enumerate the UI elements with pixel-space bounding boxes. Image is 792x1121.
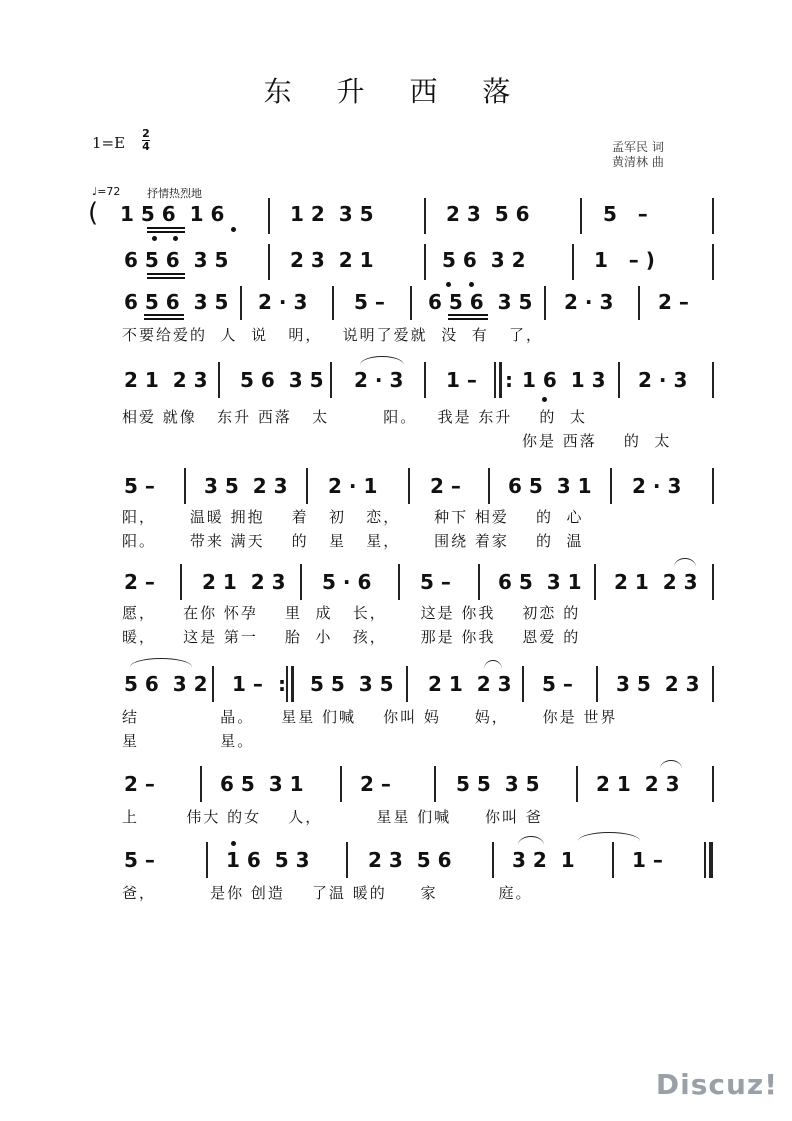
measure: 5 6 3 2 <box>442 248 526 272</box>
bar-line <box>424 198 426 234</box>
measure: 2 3 5 6 <box>368 848 452 872</box>
measure: 2 · 3 <box>564 290 614 314</box>
bar-line <box>218 362 220 398</box>
bar-line <box>712 362 714 398</box>
tempo-marking: ♩=72 <box>92 185 121 198</box>
score-row-9 <box>0 842 792 902</box>
measure: 6 5 3 1 <box>508 474 592 498</box>
lyric-line-2: 暖， 这是 第一 胎 小 孩， 那是 你我 恩爱 的 <box>122 628 581 646</box>
measure: 1 2 3 5 <box>290 202 374 226</box>
measure: 2 – <box>360 772 391 796</box>
measure: 2 1 2 3 <box>428 672 512 696</box>
measure: 1 – <box>632 848 663 872</box>
bar-line <box>478 564 480 600</box>
measure: 2 · 3 <box>354 368 404 392</box>
bar-line <box>346 842 348 878</box>
measure: 2 1 2 3 <box>614 570 698 594</box>
bar-line <box>300 564 302 600</box>
bar-line <box>184 468 186 504</box>
measure: 5 5 3 5 <box>456 772 540 796</box>
slur-mark <box>360 356 404 365</box>
bar-line <box>618 362 620 398</box>
score-row-3 <box>0 286 792 356</box>
bar-line <box>596 666 598 702</box>
lyric-line-1: 相爱 就像 东升 西落 太 阳。 我是 东升 的 太 <box>122 408 587 426</box>
measure: 2 3 2 1 <box>290 248 374 272</box>
measure: 1 5 6 1 6 <box>120 202 225 226</box>
bar-line <box>408 468 410 504</box>
slur-mark <box>660 760 682 769</box>
bar-line <box>268 198 270 234</box>
bar-line <box>180 564 182 600</box>
bar-line <box>340 766 342 802</box>
measure: 5 6 3 5 <box>240 368 324 392</box>
bar-line <box>522 666 524 702</box>
bar-line <box>406 666 408 702</box>
underline <box>147 231 185 233</box>
score-row-5 <box>0 468 792 558</box>
measure: 2 – <box>430 474 461 498</box>
lyric-line: 上 伟大 的女 人， 星星 们喊 你叫 爸 <box>122 808 543 826</box>
discuz-watermark: Discuz! <box>655 1068 778 1101</box>
bar-line <box>268 244 270 280</box>
lyric-line: 不要给爱的 人 说 明， 说明了爱就 没 有 了， <box>122 326 544 344</box>
repeat-bar-line <box>494 362 496 398</box>
bar-line <box>200 766 202 802</box>
bar-line <box>638 286 640 320</box>
bar-line <box>434 766 436 802</box>
repeat-bar-line <box>286 666 288 702</box>
measure: 2 · 3 <box>258 290 308 314</box>
score-row-6 <box>0 564 792 654</box>
lyricist-credit: 孟军民 词 <box>612 140 664 154</box>
bar-line <box>576 766 578 802</box>
lyric-line: 爸， 是你 创造 了温 暖的 家 庭。 <box>122 884 533 902</box>
bar-line <box>332 286 334 320</box>
measure: 5 – <box>354 290 385 314</box>
measure: 1 – ) <box>594 248 655 272</box>
underline <box>144 314 184 316</box>
bar-line <box>572 244 574 280</box>
bar-line <box>424 244 426 280</box>
lyric-line-2: 阳。 带来 满天 的 星 星， 围绕 着家 的 温 <box>122 532 584 550</box>
slur-mark <box>484 660 502 669</box>
composer-credit: 黄清林 曲 <box>612 155 664 169</box>
score-row-8 <box>0 766 792 826</box>
measure: 5 · 6 <box>322 570 372 594</box>
bar-line <box>240 286 242 320</box>
slur-mark <box>674 558 696 567</box>
bar-line <box>594 564 596 600</box>
slur-mark <box>518 836 544 845</box>
score-row-7 <box>0 666 792 756</box>
measure: 6 5 3 1 <box>498 570 582 594</box>
low-octave-dot <box>173 236 178 241</box>
bar-line <box>712 666 714 702</box>
measure: 2 1 2 3 <box>202 570 286 594</box>
measure: 5 – <box>124 474 155 498</box>
measure: 2 – <box>124 570 155 594</box>
lyric-line-1: 结 晶。 星星 们喊 你叫 妈 妈， 你是 世界 <box>122 708 618 726</box>
measure: 2 – <box>124 772 155 796</box>
time-signature <box>142 128 150 153</box>
measure: 2 · 3 <box>632 474 682 498</box>
measure: 5 – <box>420 570 451 594</box>
bar-line <box>712 468 714 504</box>
bar-line <box>544 286 546 320</box>
bar-line <box>206 842 208 878</box>
bar-line <box>610 468 612 504</box>
high-octave-dot <box>231 841 236 846</box>
bar-line <box>212 666 214 702</box>
bar-line <box>712 198 714 234</box>
repeat-bar-line <box>499 362 502 398</box>
score-row-4 <box>0 362 792 462</box>
key-signature: 1=E <box>92 134 126 152</box>
bar-line <box>712 766 714 802</box>
measure: 2 – <box>658 290 689 314</box>
measure: 2 · 1 <box>328 474 378 498</box>
bar-line <box>398 564 400 600</box>
lyric-line-1: 愿， 在你 怀孕 里 成 长， 这是 你我 初恋 的 <box>122 604 581 622</box>
final-bar-line <box>709 842 713 878</box>
bar-line <box>424 362 426 398</box>
time-signature-top: 2 <box>142 127 150 140</box>
slur-mark <box>578 832 640 841</box>
measure: 1 6 5 3 <box>226 848 310 872</box>
lyric-line-1: 阳， 温暖 拥抱 着 初 恋， 种下 相爱 的 心 <box>122 508 584 526</box>
measure: 6 5 6 3 5 <box>124 248 229 272</box>
lyric-line-2: 星 星。 <box>122 732 255 750</box>
measure: 3 5 2 3 <box>616 672 700 696</box>
underline <box>448 318 488 320</box>
measure: 5 6 3 2 <box>124 672 208 696</box>
measure: 5 – <box>603 202 648 226</box>
lyric-line-2: 你是 西落 的 太 <box>522 432 672 450</box>
repeat-dots: : <box>505 368 513 392</box>
song-title: 东 升 西 落 <box>263 75 529 108</box>
bar-line <box>712 244 714 280</box>
measure: 3 5 2 3 <box>204 474 288 498</box>
measure: 5 5 3 5 <box>310 672 394 696</box>
measure: 2 · 3 <box>638 368 688 392</box>
bar-line <box>492 842 494 878</box>
repeat-dots: : <box>278 672 286 696</box>
slur-mark <box>130 658 192 667</box>
bar-line <box>488 468 490 504</box>
underline <box>147 273 185 275</box>
measure: 2 3 5 6 <box>446 202 530 226</box>
bar-line <box>306 468 308 504</box>
underline <box>147 227 185 229</box>
measure: 6 5 3 1 <box>220 772 304 796</box>
score-row-1 <box>0 198 792 238</box>
measure: 5 – <box>124 848 155 872</box>
measure: 6 5 6 3 5 <box>124 290 229 314</box>
underline <box>147 277 185 279</box>
bar-line <box>330 362 332 398</box>
underline <box>448 314 488 316</box>
expression-marking: 抒情热烈地 <box>147 187 202 200</box>
measure: 1 – <box>232 672 263 696</box>
measure: 2 1 2 3 <box>124 368 208 392</box>
underline <box>144 318 184 320</box>
measure: 3 2 1 <box>512 848 575 872</box>
bar-line <box>712 564 714 600</box>
low-octave-dot <box>152 236 157 241</box>
bar-line <box>612 842 614 878</box>
measure: 2 1 2 3 <box>596 772 680 796</box>
final-bar-line <box>704 842 706 878</box>
low-octave-dot <box>231 227 236 232</box>
repeat-bar-line <box>291 666 294 702</box>
open-parenthesis: ( <box>88 198 99 228</box>
measure: 1 6 1 3 <box>522 368 606 392</box>
bar-line <box>580 198 582 234</box>
measure: 1 – <box>446 368 477 392</box>
measure: 5 – <box>542 672 573 696</box>
low-octave-dot <box>542 397 547 402</box>
measure: 6 5 6 3 5 <box>428 290 533 314</box>
time-signature-bottom: 4 <box>142 140 150 153</box>
score-row-2 <box>0 244 792 284</box>
bar-line <box>410 286 412 320</box>
